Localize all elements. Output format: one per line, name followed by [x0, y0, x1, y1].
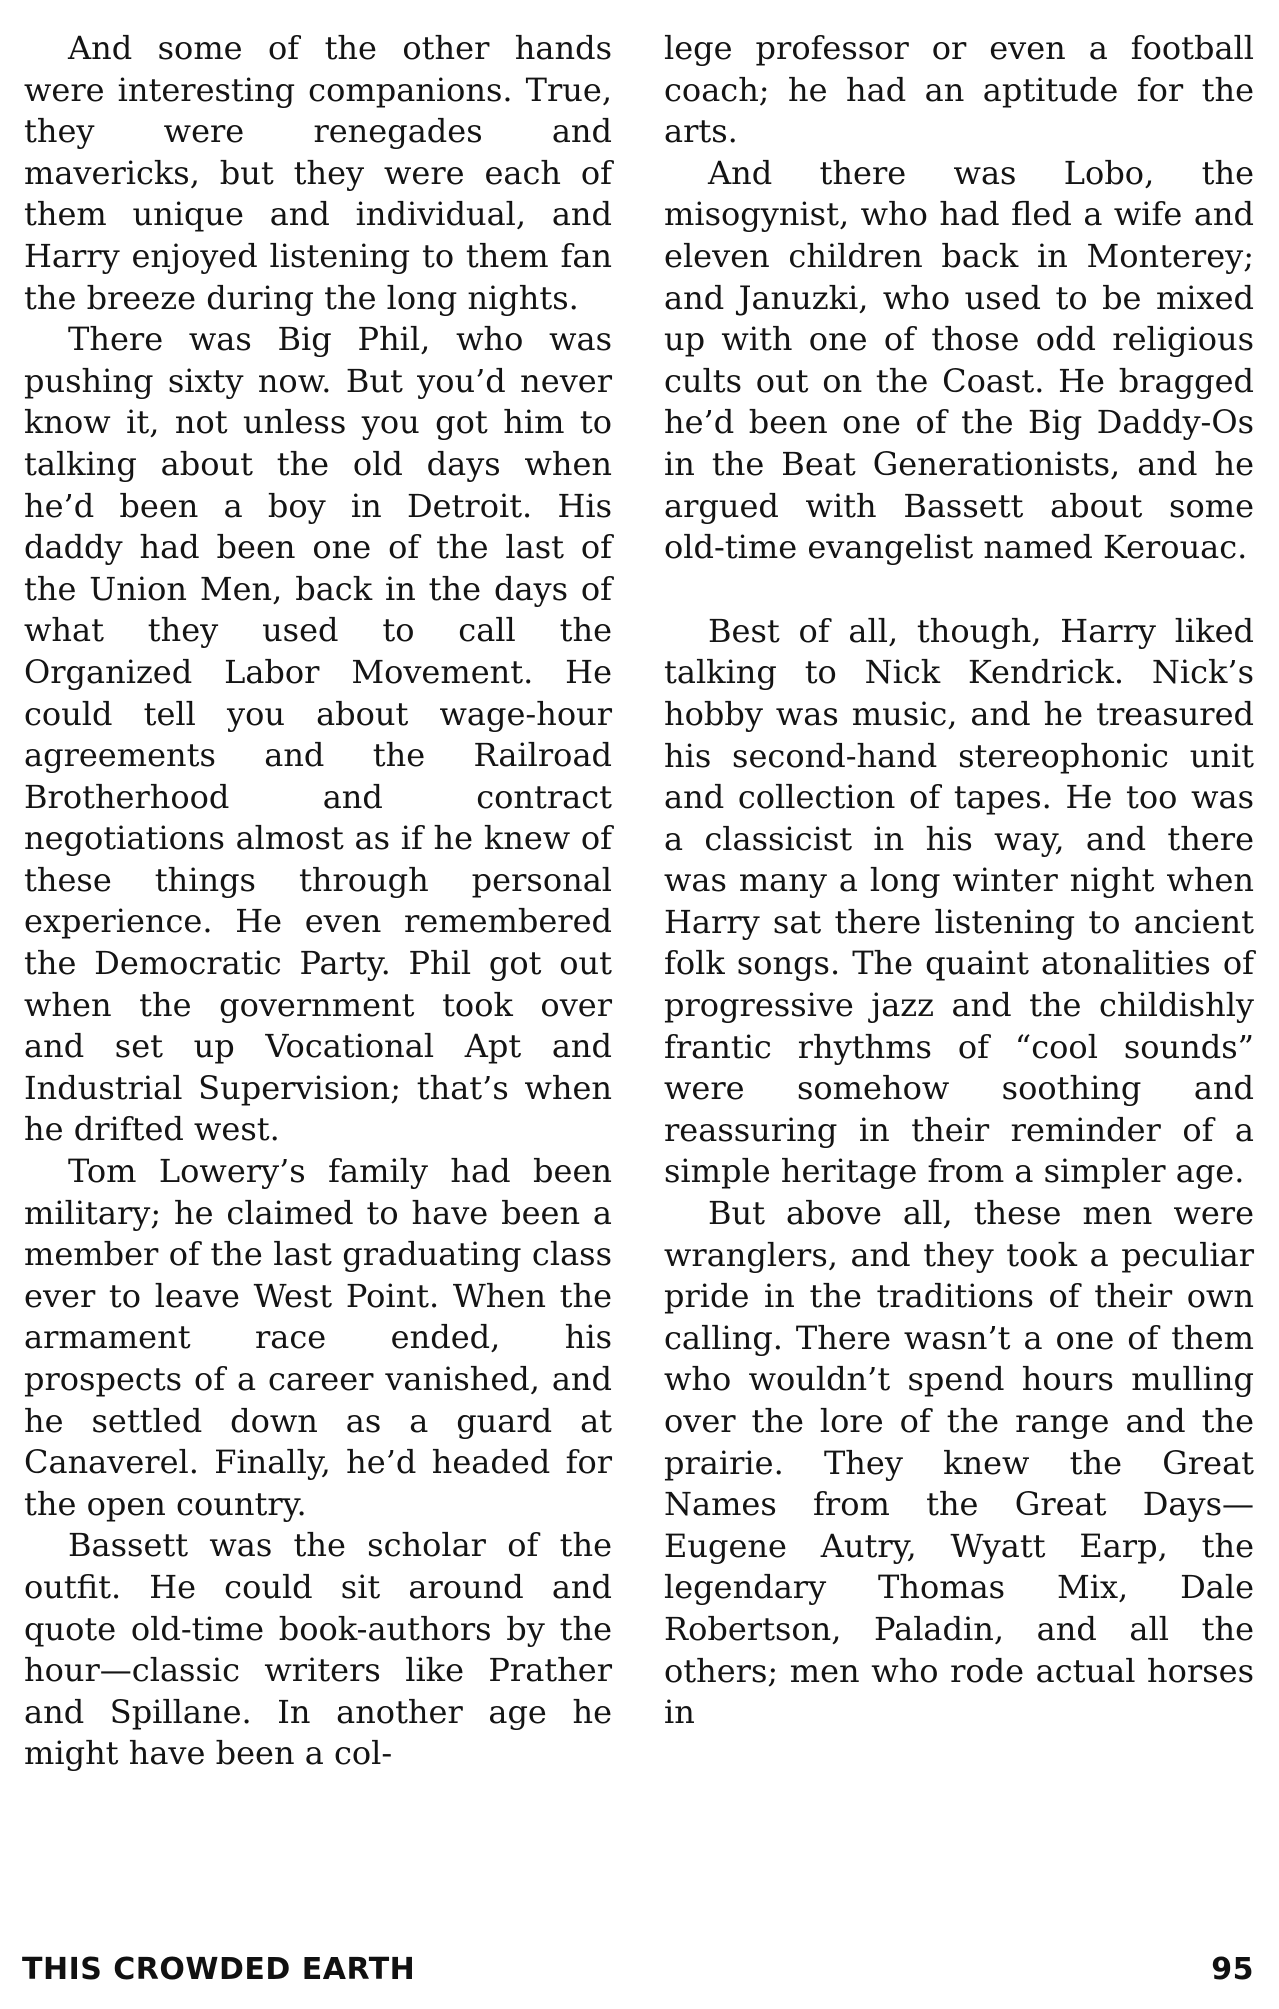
paragraph-companions: And some of the other hands were interesting companions. True, they were renegades and mavericks, but they were each of them unique and individual, and Harry enjoyed listening to them fan the breeze during the long nights. — [24, 29, 612, 317]
running-title: THIS CROWDED EARTH — [22, 1952, 416, 1987]
paragraph-wranglers: But above all, these men were wranglers, and they took a peculiar pride in the traditions of their own calling. There wasn’t a one of them who wouldn’t spend hours mulling over the lore of the range and the prairie. They knew the Great Names from the Great Days—Eugene Autry, Wyatt Earp, the legendary Thomas Mix, Dale Robertson, Paladin, and all the others; men who rode actual horses in — [664, 1194, 1254, 1732]
right-column — [664, 28, 1254, 1734]
paragraph-big-phil: There was Big Phil, who was pushing sixty now. But you’d never know it, not unless you got him to talking about the old days when he’d been a boy in Detroit. His daddy had been one of the last of the Union Men, back in the days of what they used to call the Organized Labor Movement. He could tell you about wage-hour agreements and the Railroad Brotherhood and contract negotiations almost as if he knew of these things through personal experience. He even remembered the Democratic Party. Phil got out when the government took over and set up Vocational Apt and Industrial Supervision; that’s when he drifted west. — [24, 320, 612, 1149]
paragraph-nick-kendrick: Best of all, though, Harry liked talking to Nick Kendrick. Nick’s hobby was music, and he treasured his second-hand stereophonic unit and collection of tapes. He too was a classicist in his way, and there was many a long winter night when Harry sat there listening to ancient folk songs. The quaint atonalities of progressive jazz and the childishly frantic rhythms of “cool sounds” were somehow soothing and reassuring in their reminder of a simple heritage from a simpler age. — [664, 611, 1254, 1191]
left-column — [24, 28, 612, 1775]
page-footer — [22, 1952, 1254, 1996]
paragraph-tom-lowery: Tom Lowery’s family had been military; he claimed to have been a member of the last graduating class ever to leave West Point. When the armament race ended, his prospects of a career vanished, and he settled down as a guard at Canaverel. Finally, he’d headed for the open country. — [24, 1152, 612, 1523]
section-break — [664, 569, 1254, 611]
page-number: 95 — [1211, 1952, 1254, 1987]
paragraph-bassett-continued: lege professor or even a football coach; he had an aptitude for the arts. — [664, 29, 1254, 151]
paragraph-bassett: Bassett was the scholar of the outfit. He could sit around and quote old-time book-authors by the hour—classic writers like Prather and Spillane. In another age he might have been a col- — [24, 1526, 612, 1773]
paragraph-lobo: And there was Lobo, the misogynist, who had fled a wife and eleven children back in Monterey; and Januzki, who used to be mixed up with one of those odd religious cults out on the Coast. He bragged he’d been one of the Big Daddy-Os in the Beat Generationists, and he argued with Bassett about some old-time evangelist named Kerouac. — [664, 153, 1254, 567]
